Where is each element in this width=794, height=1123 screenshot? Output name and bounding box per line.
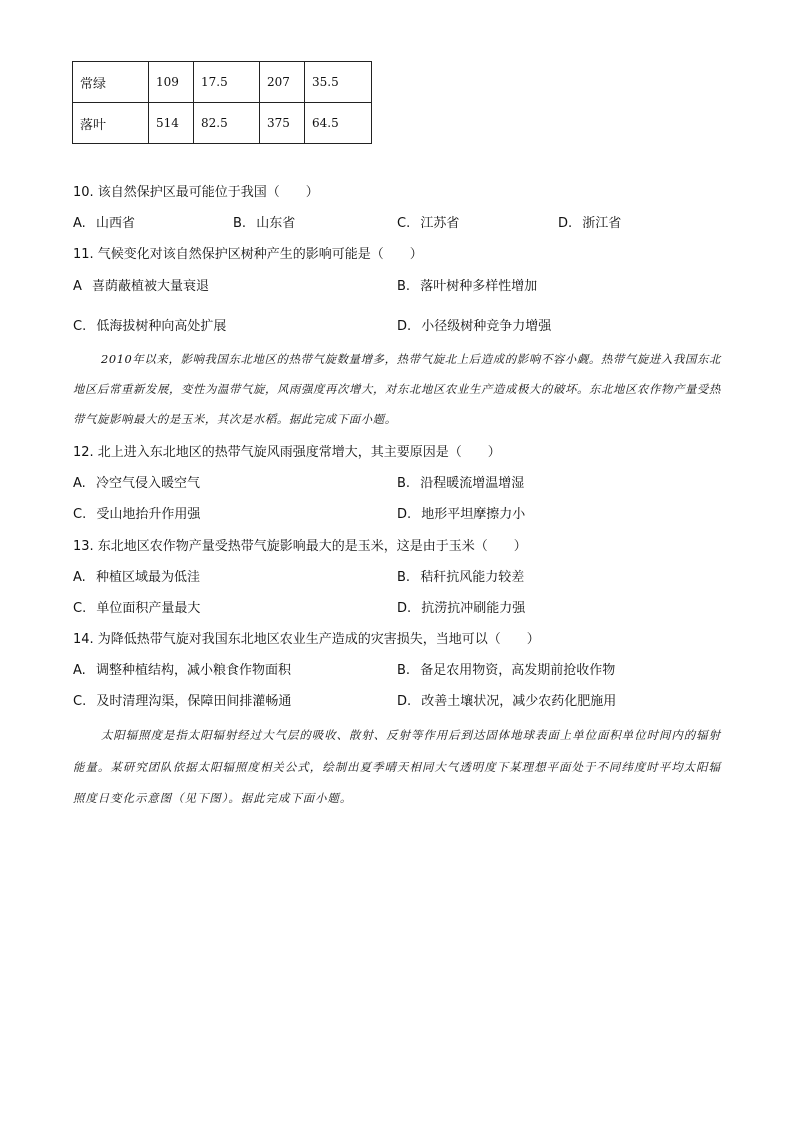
q10-option-b[interactable] bbox=[233, 215, 295, 233]
option-label: C. bbox=[73, 507, 87, 522]
table-cell: 375 bbox=[260, 103, 305, 144]
question-12-stem: 12. 北上进入东北地区的热带气旋风雨强度常增大，其主要原因是（ ） bbox=[73, 445, 501, 460]
option-text: 山东省 bbox=[256, 216, 296, 231]
q12-option-a[interactable] bbox=[73, 475, 200, 493]
q11-option-d[interactable] bbox=[397, 318, 551, 336]
option-label: B. bbox=[397, 663, 411, 678]
option-text: 浙江省 bbox=[582, 216, 622, 231]
option-text: 沿程暖流增温增湿 bbox=[420, 476, 525, 491]
option-label: C. bbox=[73, 694, 87, 709]
option-label: D. bbox=[397, 694, 412, 709]
option-text: 改善土壤状况，减少农药化肥施用 bbox=[421, 694, 617, 709]
table-row bbox=[73, 103, 372, 144]
table-cell: 落叶 bbox=[73, 103, 149, 144]
option-text: 低海拔树种向高处扩展 bbox=[96, 319, 227, 334]
q12-option-d[interactable] bbox=[397, 506, 525, 524]
question-10-stem: 10. 该自然保护区最可能位于我国（ ） bbox=[73, 185, 319, 200]
option-text: 备足农用物资，高发期前抢收作物 bbox=[420, 663, 616, 678]
q10-option-d[interactable] bbox=[558, 215, 621, 233]
option-text: 抗涝抗冲刷能力强 bbox=[421, 601, 526, 616]
option-label: B. bbox=[233, 216, 247, 231]
option-label: B. bbox=[397, 279, 411, 294]
option-text: 江苏省 bbox=[420, 216, 460, 231]
option-label: A. bbox=[73, 476, 86, 491]
option-label: B. bbox=[397, 476, 411, 491]
option-text: 冷空气侵入暖空气 bbox=[95, 476, 200, 491]
option-text: 山西省 bbox=[95, 216, 135, 231]
q14-option-c[interactable] bbox=[73, 693, 291, 711]
option-label: A. bbox=[73, 663, 86, 678]
table-cell: 64.5 bbox=[305, 103, 372, 144]
option-label: D. bbox=[397, 319, 412, 334]
option-text: 地形平坦摩擦力小 bbox=[421, 507, 526, 522]
option-label: D. bbox=[397, 601, 412, 616]
q13-option-b[interactable] bbox=[397, 569, 524, 587]
option-label: C. bbox=[73, 601, 87, 616]
option-label: D. bbox=[397, 507, 412, 522]
option-label: A. bbox=[73, 570, 86, 585]
q13-option-a[interactable] bbox=[73, 569, 200, 587]
q14-option-d[interactable] bbox=[397, 693, 616, 711]
option-text: 及时清理沟渠，保障田间排灌畅通 bbox=[96, 694, 292, 709]
table-cell: 82.5 bbox=[194, 103, 260, 144]
table-cell: 207 bbox=[260, 62, 305, 103]
q13-option-d[interactable] bbox=[397, 600, 525, 618]
option-label: C. bbox=[73, 319, 87, 334]
option-text: 受山地抬升作用强 bbox=[96, 507, 201, 522]
table-cell: 常绿 bbox=[73, 62, 149, 103]
q10-option-c[interactable] bbox=[397, 215, 459, 233]
question-11-stem: 11. 气候变化对该自然保护区树种产生的影响可能是（ ） bbox=[73, 247, 423, 262]
table-cell: 514 bbox=[149, 103, 194, 144]
passage-solar-irradiance: 太阳辐照度是指太阳辐射经过大气层的吸收、散射、反射等作用后到达固体地球表面上单位面积单位时间内的辐射能量。某研究团队依据太阳辐照度相关公式，绘制出夏季晴天相同大气透明度下某理想平面处于不同纬度时平均太阳辐照度日变化示意图（见下图）。据此完成下面小题。 bbox=[73, 728, 721, 805]
option-text: 小径级树种竞争力增强 bbox=[421, 319, 552, 334]
q12-option-c[interactable] bbox=[73, 506, 200, 524]
q12-option-b[interactable] bbox=[397, 475, 524, 493]
question-14-stem: 14. 为降低热带气旋对我国东北地区农业生产造成的灾害损失，当地可以（ ） bbox=[73, 632, 540, 647]
table-row bbox=[73, 62, 372, 103]
option-text: 喜荫蔽植被大量衰退 bbox=[92, 279, 210, 294]
table-cell: 109 bbox=[149, 62, 194, 103]
q11-option-b[interactable] bbox=[397, 278, 537, 296]
option-text: 种植区域最为低洼 bbox=[95, 570, 200, 585]
q14-option-b[interactable] bbox=[397, 662, 615, 680]
option-label: A bbox=[73, 279, 82, 294]
option-label: B. bbox=[397, 570, 411, 585]
option-label: D. bbox=[558, 216, 573, 231]
q10-option-a[interactable] bbox=[73, 215, 135, 233]
option-label: C. bbox=[397, 216, 411, 231]
q13-option-c[interactable] bbox=[73, 600, 200, 618]
q14-option-a[interactable] bbox=[73, 662, 291, 680]
option-text: 秸秆抗风能力较差 bbox=[420, 570, 525, 585]
option-label: A. bbox=[73, 216, 86, 231]
q11-option-a[interactable] bbox=[73, 278, 209, 296]
option-text: 落叶树种多样性增加 bbox=[420, 279, 538, 294]
option-text: 调整种植结构，减小粮食作物面积 bbox=[95, 663, 291, 678]
question-13-stem: 13. 东北地区农作物产量受热带气旋影响最大的是玉米，这是由于玉米（ ） bbox=[73, 539, 527, 554]
passage-tropical-cyclone: 2010年以来，影响我国东北地区的热带气旋数量增多，热带气旋北上后造成的影响不容小觑。热带气旋进入我国东北地区后常重新发展，变性为温带气旋，风雨强度再次增大，对东北地区农业生产造成极大的破坏。东北地区农作物产量受热带气旋影响最大的是玉米，其次是水稻。据此完成下面小题。 bbox=[73, 352, 721, 426]
q11-option-c[interactable] bbox=[73, 318, 226, 336]
tree-species-table bbox=[72, 61, 372, 144]
option-text: 单位面积产量最大 bbox=[96, 601, 201, 616]
table-cell: 17.5 bbox=[194, 62, 260, 103]
table-cell: 35.5 bbox=[305, 62, 372, 103]
